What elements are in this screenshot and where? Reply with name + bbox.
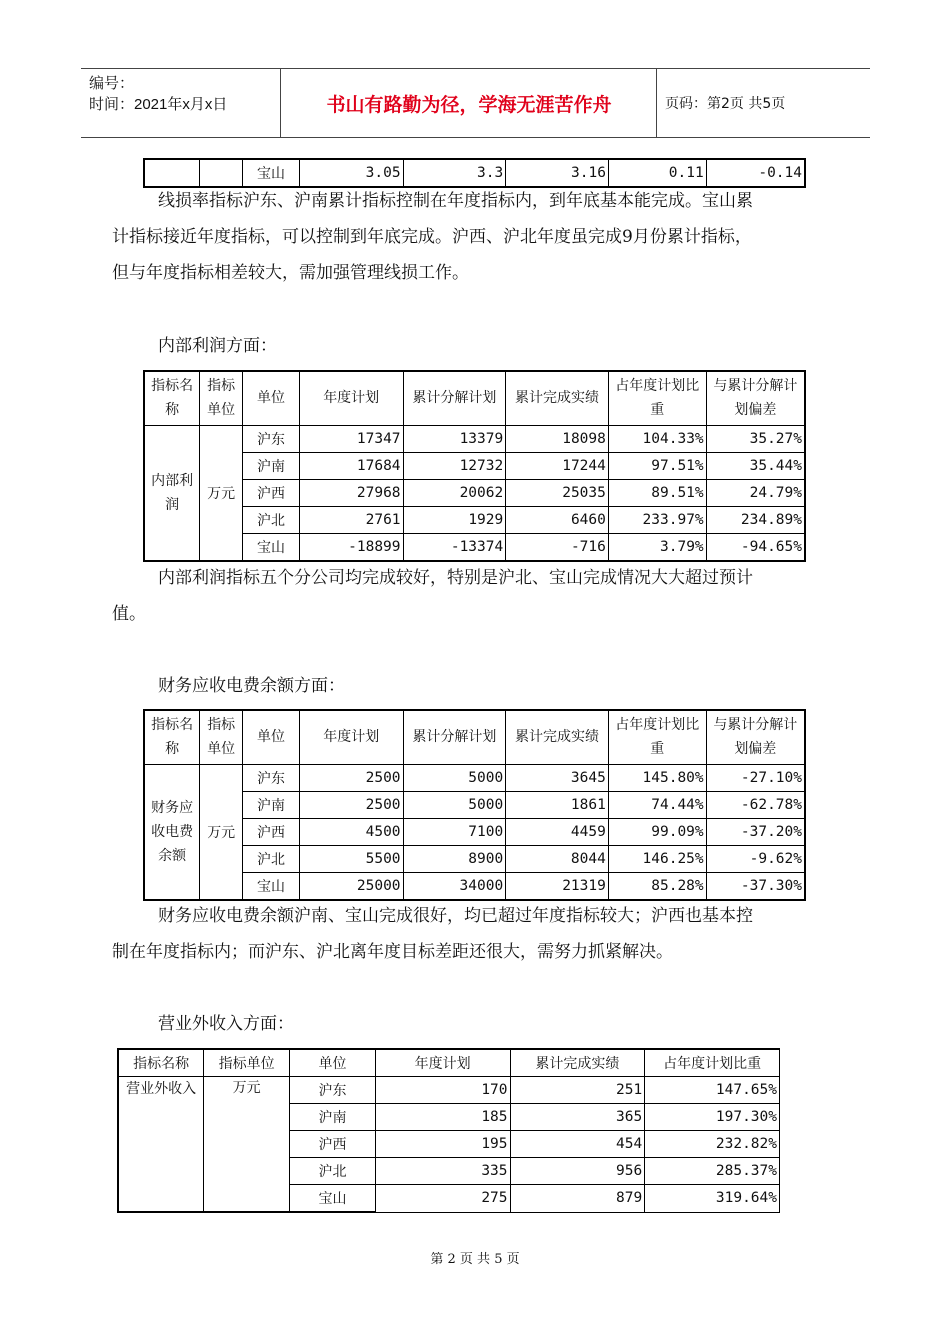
table-row: 沪南 17684 12732 17244 97.51% 35.44%	[144, 452, 805, 479]
unit-cell: 宝山	[243, 159, 300, 187]
indicator-unit: 万元	[200, 764, 243, 900]
indicator-name: 内部利润	[144, 425, 200, 561]
table-header-row: 指标名称 指标单位 单位 年度计划 累计分解计划 累计完成实绩 占年度计划比重 与累计分解计划偏差	[144, 710, 805, 764]
table-row: 宝山 3.05 3.3 3.16 0.11 -0.14	[144, 159, 805, 187]
header-motto: 书山有路勤为径，学海无涯苦作舟	[282, 69, 657, 137]
header-page-info: 页码：第2页 共5页	[665, 96, 786, 112]
table-row: 沪西 195 454 232.82%	[118, 1131, 780, 1158]
table-header-row: 指标名称 指标单位 单位 年度计划 累计分解计划 累计完成实绩 占年度计划比重 与累计分解计划偏差	[144, 371, 805, 425]
indicator-unit: 万元	[204, 1077, 290, 1213]
table-row: 沪西 27968 20062 25035 89.51% 24.79%	[144, 479, 805, 506]
receivable-comment: 财务应收电费余额沪南、宝山完成很好，均已超过年度指标较大；沪西也基本控 制在年度指标内；而沪东、沪北离年度目标差距还很大，需努力抓紧解决。	[112, 906, 753, 962]
table-header-row: 指标名称 指标单位 单位 年度计划 累计完成实绩 占年度计划比重	[118, 1049, 780, 1077]
nonop-heading: 营业外收入方面：	[158, 1014, 294, 1034]
number-label: 编号：	[89, 75, 135, 92]
table-row: 沪南 2500 5000 1861 74.44% -62.78%	[144, 791, 805, 818]
table-row: 沪北 5500 8900 8044 146.25% -9.62%	[144, 845, 805, 872]
header-meta	[81, 69, 281, 137]
table-row: 沪北 335 956 285.37%	[118, 1158, 780, 1185]
line-loss-paragraph: 线损率指标沪东、沪南累计指标控制在年度指标内，到年底基本能完成。宝山累 计指标接近年度指标，可以控制到年底完成。沪西、沪北年度虽完成9月份累计指标， 但与年度指标相差较大，需加强管理线损工作。	[112, 191, 753, 283]
page-header	[81, 68, 870, 138]
table-row: 宝山 275 879 319.64%	[118, 1185, 780, 1213]
time-label: 时间：2021年x月x日	[89, 96, 228, 113]
table-row: 财务应收电费余额 万元 沪东 2500 5000 3645 145.80% -27.10%	[144, 764, 805, 791]
profit-comment: 内部利润指标五个分公司均完成较好，特别是沪北、宝山完成情况大大超过预计 值。	[112, 568, 753, 624]
indicator-unit: 万元	[200, 425, 243, 561]
indicator-name: 营业外收入	[118, 1077, 204, 1213]
table-row: 宝山 25000 34000 21319 85.28% -37.30%	[144, 872, 805, 900]
profit-heading: 内部利润方面：	[158, 336, 277, 356]
table-row: 沪北 2761 1929 6460 233.97% 234.89%	[144, 506, 805, 533]
receivable-table	[143, 709, 806, 901]
table-row: 营业外收入 万元 沪东 170 251 147.65%	[118, 1077, 780, 1104]
page-footer: 第 2 页 共 5 页	[430, 1252, 520, 1267]
indicator-name: 财务应收电费余额	[144, 764, 200, 900]
receivable-heading: 财务应收电费余额方面：	[158, 676, 345, 696]
table-row: 沪西 4500 7100 4459 99.09% -37.20%	[144, 818, 805, 845]
nonop-table	[117, 1048, 780, 1213]
table-row: 宝山 -18899 -13374 -716 3.79% -94.65%	[144, 533, 805, 561]
table-row: 沪南 185 365 197.30%	[118, 1104, 780, 1131]
profit-table	[143, 370, 806, 562]
table-row: 内部利润 万元 沪东 17347 13379 18098 104.33% 35.27%	[144, 425, 805, 452]
